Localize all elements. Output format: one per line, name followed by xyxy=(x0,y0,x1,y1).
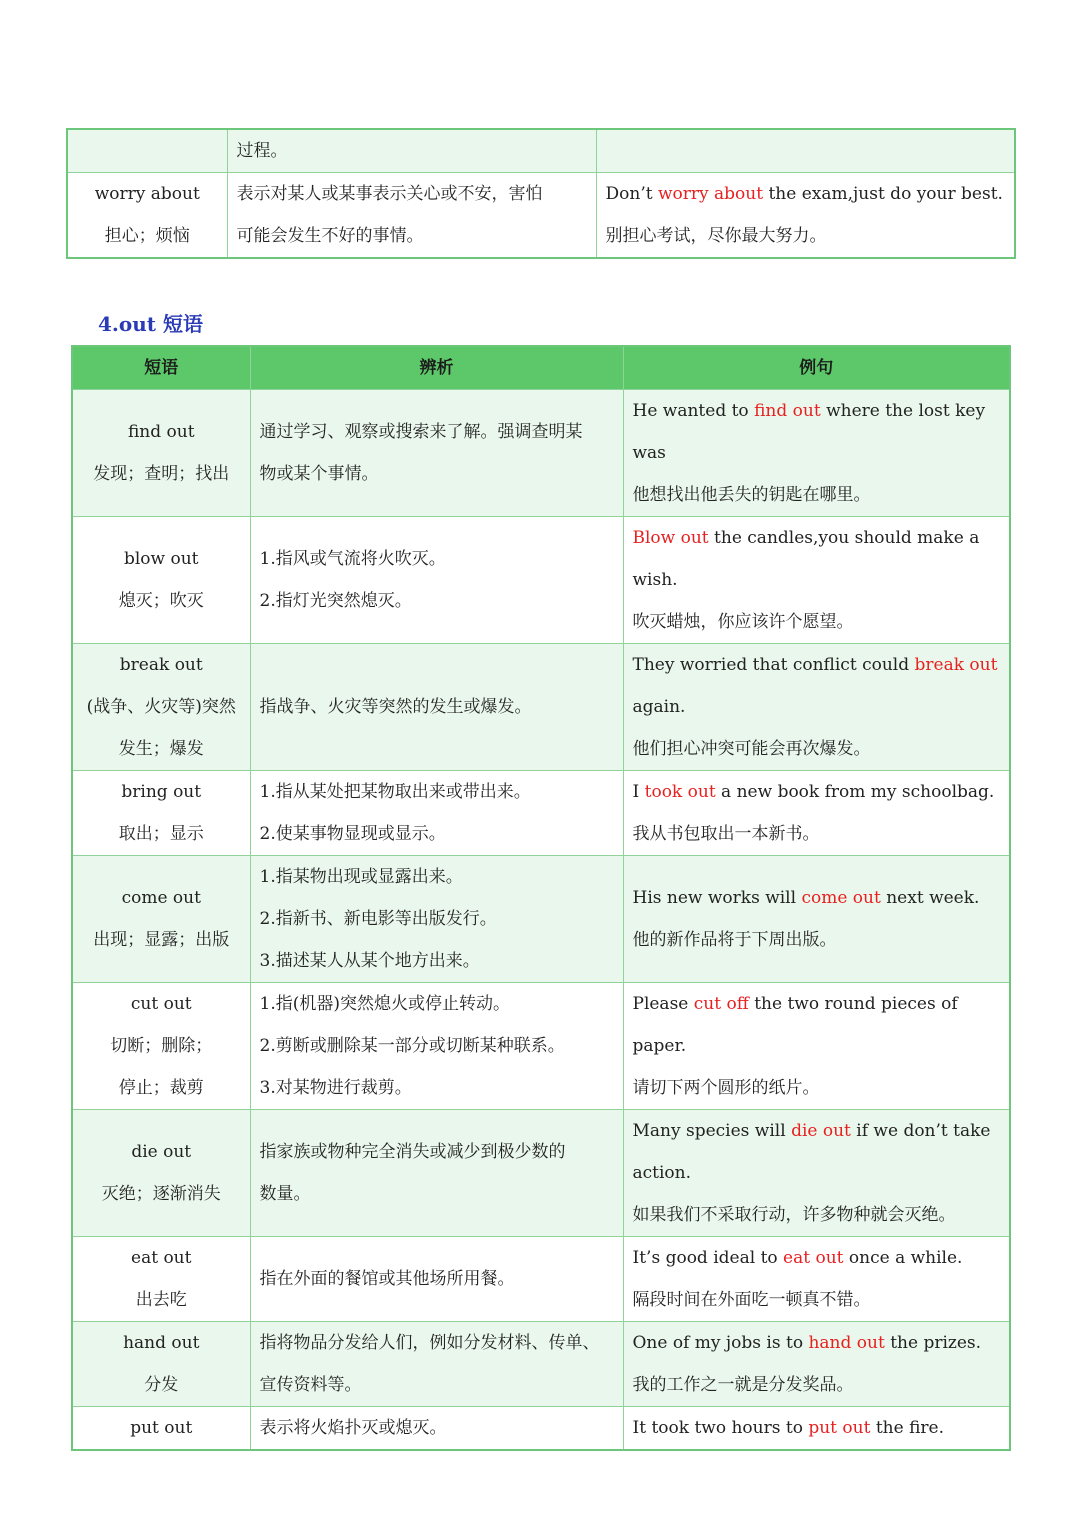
phrase-meaning: 切断；删除； xyxy=(110,1036,213,1056)
example-chinese: 我的工作之一就是分发奖品。 xyxy=(632,1375,854,1395)
example-chinese: 他的新作品将于下周出版。 xyxy=(632,930,837,950)
analysis-line: 2.使某事物显现或显示。 xyxy=(259,824,446,844)
highlighted-phrase: die out xyxy=(791,1121,851,1141)
phrase-text: die out xyxy=(131,1142,192,1162)
column-header-analysis: 辨析 xyxy=(250,346,623,390)
analysis-line: 1.指风或气流将火吹灭。 xyxy=(259,549,446,569)
example-chinese: 请切下两个圆形的纸片。 xyxy=(632,1078,820,1098)
example-chinese: 吹灭蜡烛，你应该许个愿望。 xyxy=(632,612,854,632)
analysis-line: 指战争、火灾等突然的发生或爆发。 xyxy=(259,697,532,717)
phrase-text: eat out xyxy=(131,1248,192,1268)
phrase-meaning: 担心；烦恼 xyxy=(104,226,190,246)
analysis-line: 数量。 xyxy=(259,1184,311,1204)
example-cell xyxy=(623,1237,1010,1322)
analysis-line: 1.指从某处把某物取出来或带出来。 xyxy=(259,782,531,802)
phrase-text: bring out xyxy=(121,782,202,802)
example-cell xyxy=(623,983,1010,1110)
analysis-cell xyxy=(250,644,623,771)
example-chinese: 他们担心冲突可能会再次爆发。 xyxy=(632,739,871,759)
column-header-phrase: 短语 xyxy=(72,346,250,390)
analysis-line: 指将物品分发给人们，例如分发材料、传单、 xyxy=(259,1333,600,1353)
column-header-example: 例句 xyxy=(623,346,1010,390)
example-english: Don’t worry about the exam,just do your best. xyxy=(605,184,1003,204)
example-english: Please cut off the two round pieces of paper. xyxy=(632,994,958,1056)
analysis-cell xyxy=(250,856,623,983)
phrase-cell xyxy=(72,1322,250,1407)
continued-phrase-table xyxy=(66,128,1016,259)
highlighted-phrase: worry about xyxy=(657,184,764,204)
analysis-line: 指家族或物种完全消失或减少到极少数的 xyxy=(259,1142,566,1162)
table-row xyxy=(72,856,1010,983)
example-cell xyxy=(623,771,1010,856)
example-cell xyxy=(596,129,1015,173)
phrase-cell xyxy=(72,1110,250,1237)
highlighted-phrase: break out xyxy=(914,655,998,675)
analysis-line: 1.指某物出现或显露出来。 xyxy=(259,867,463,887)
phrase-cell xyxy=(72,390,250,517)
example-english-continued: action. xyxy=(632,1163,692,1183)
phrase-meaning: 分发 xyxy=(144,1375,179,1395)
analysis-line: 宣传资料等。 xyxy=(259,1375,362,1395)
phrase-cell xyxy=(72,644,250,771)
analysis-line: 2.剪断或删除某一部分或切断某种联系。 xyxy=(259,1036,565,1056)
example-english: It took two hours to put out the fire. xyxy=(632,1418,945,1438)
phrase-meaning: 熄灭；吹灭 xyxy=(118,591,204,611)
example-english: They worried that conflict could break out xyxy=(632,655,998,675)
highlighted-phrase: come out xyxy=(801,888,881,908)
phrase-cell xyxy=(67,173,227,259)
example-english: It’s good ideal to eat out once a while. xyxy=(632,1248,963,1268)
example-cell xyxy=(623,1110,1010,1237)
phrase-cell xyxy=(67,129,227,173)
phrase-text: hand out xyxy=(123,1333,200,1353)
phrase-meaning: 取出；显示 xyxy=(118,824,204,844)
highlighted-phrase: took out xyxy=(644,782,716,802)
highlighted-phrase: hand out xyxy=(808,1333,885,1353)
highlighted-phrase: find out xyxy=(754,401,821,421)
table-row xyxy=(72,1407,1010,1451)
table-row xyxy=(72,644,1010,771)
phrase-meaning: 出现；显露；出版 xyxy=(93,930,230,950)
example-chinese: 我从书包取出一本新书。 xyxy=(632,824,820,844)
phrase-meaning: 灭绝；逐渐消失 xyxy=(101,1184,221,1204)
example-cell xyxy=(623,856,1010,983)
analysis-line: 2.指新书、新电影等出版发行。 xyxy=(259,909,497,929)
analysis-cell xyxy=(250,1407,623,1451)
example-cell xyxy=(623,644,1010,771)
table-row xyxy=(72,390,1010,517)
example-english: I took out a new book from my schoolbag. xyxy=(632,782,995,802)
analysis-line: 1.指(机器)突然熄火或停止转动。 xyxy=(259,994,510,1014)
phrase-text: find out xyxy=(127,422,195,442)
example-chinese: 他想找出他丢失的钥匙在哪里。 xyxy=(632,485,871,505)
analysis-cell xyxy=(250,1237,623,1322)
analysis-cell xyxy=(250,983,623,1110)
analysis-line: 3.描述某人从某个地方出来。 xyxy=(259,951,480,971)
example-english: He wanted to find out where the lost key was xyxy=(632,401,986,463)
table-row xyxy=(72,983,1010,1110)
example-cell xyxy=(623,1407,1010,1451)
phrase-meaning: 停止；裁剪 xyxy=(118,1078,204,1098)
example-english: One of my jobs is to hand out the prizes. xyxy=(632,1333,982,1353)
table-header-row xyxy=(72,346,1010,390)
example-english: Many species will die out if we don’t take xyxy=(632,1121,991,1141)
example-cell xyxy=(623,1322,1010,1407)
phrase-text: put out xyxy=(130,1418,193,1438)
phrase-meaning: (战争、火灾等)突然 xyxy=(86,697,236,717)
analysis-line: 表示将火焰扑灭或熄灭。 xyxy=(259,1418,447,1438)
example-cell xyxy=(596,173,1015,259)
phrase-cell xyxy=(72,1407,250,1451)
table-row xyxy=(67,173,1015,259)
analysis-line: 3.对某物进行裁剪。 xyxy=(259,1078,412,1098)
phrase-cell xyxy=(72,771,250,856)
highlighted-phrase: eat out xyxy=(783,1248,844,1268)
phrase-text: worry about xyxy=(94,184,200,204)
analysis-cell: 表示对某人或某事表示关心或不安，害怕 可能会发生不好的事情。 xyxy=(227,173,596,259)
analysis-cell xyxy=(250,390,623,517)
phrase-cell xyxy=(72,517,250,644)
phrase-meaning: 发生；爆发 xyxy=(118,739,204,759)
example-english-continued: again. xyxy=(632,697,686,717)
analysis-line: 2.指灯光突然熄灭。 xyxy=(259,591,412,611)
phrase-cell xyxy=(72,856,250,983)
highlighted-phrase: put out xyxy=(808,1418,871,1438)
table-row xyxy=(67,129,1015,173)
analysis-cell xyxy=(250,1110,623,1237)
highlighted-phrase: cut off xyxy=(693,994,749,1014)
table-row xyxy=(72,1237,1010,1322)
phrase-cell xyxy=(72,983,250,1110)
analysis-cell: 过程。 xyxy=(227,129,596,173)
table-row xyxy=(72,1322,1010,1407)
section-heading: 4.out 短语 xyxy=(98,312,203,336)
table-row xyxy=(72,771,1010,856)
example-english: His new works will come out next week. xyxy=(632,888,980,908)
example-cell xyxy=(623,390,1010,517)
example-chinese: 别担心考试，尽你最大努力。 xyxy=(605,226,827,246)
example-chinese: 如果我们不采取行动，许多物种就会灭绝。 xyxy=(632,1205,956,1225)
phrase-text: blow out xyxy=(123,549,199,569)
out-phrase-table xyxy=(71,345,1011,1451)
example-chinese: 隔段时间在外面吃一顿真不错。 xyxy=(632,1290,871,1310)
phrase-cell xyxy=(72,1237,250,1322)
analysis-cell xyxy=(250,771,623,856)
table-row xyxy=(72,1110,1010,1237)
analysis-line: 指在外面的餐馆或其他场所用餐。 xyxy=(259,1269,515,1289)
highlighted-phrase: Blow out xyxy=(632,528,709,548)
phrase-text: break out xyxy=(119,655,203,675)
analysis-line: 通过学习、观察或搜索来了解。强调查明某 xyxy=(259,422,583,442)
analysis-cell xyxy=(250,1322,623,1407)
phrase-text: cut out xyxy=(130,994,192,1014)
phrase-meaning: 发现；查明；找出 xyxy=(93,464,230,484)
analysis-line: 物或某个事情。 xyxy=(259,464,379,484)
table-row xyxy=(72,517,1010,644)
phrase-text: come out xyxy=(121,888,201,908)
analysis-cell xyxy=(250,517,623,644)
example-english: Blow out the candles,you should make a wish. xyxy=(632,528,980,590)
phrase-meaning: 出去吃 xyxy=(135,1290,187,1310)
example-cell xyxy=(623,517,1010,644)
